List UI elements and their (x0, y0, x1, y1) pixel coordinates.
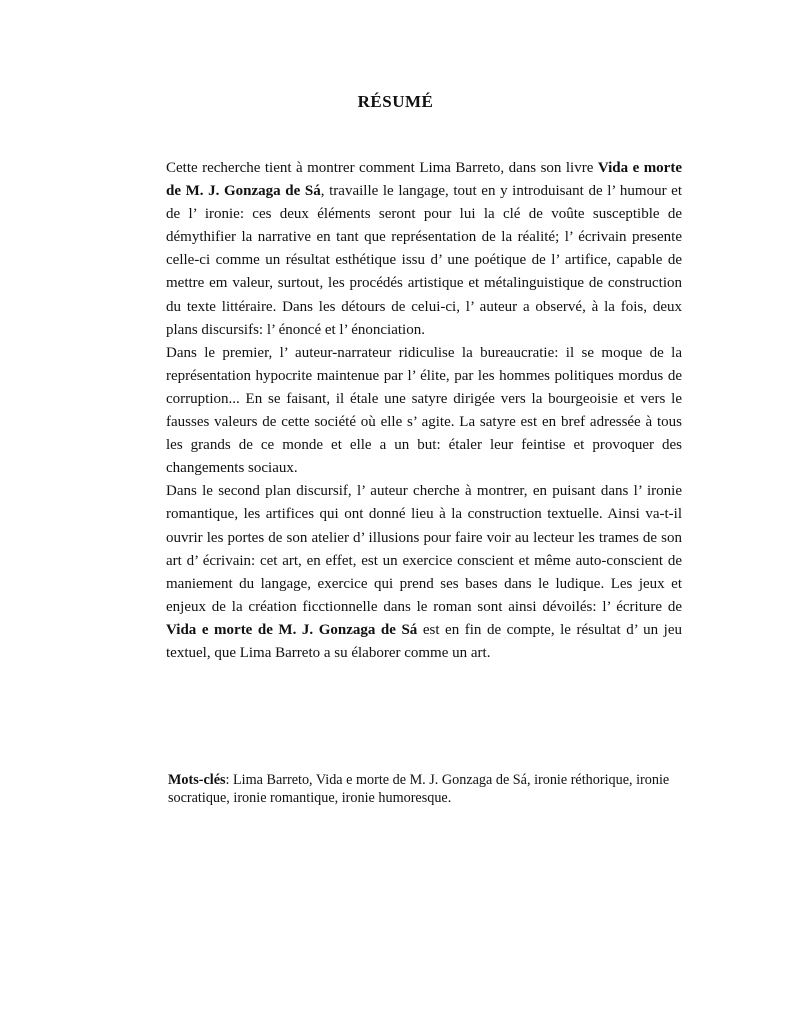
keywords (168, 771, 688, 807)
abstract-body (166, 157, 682, 665)
paragraph-1-text-b: , travaille le langage, tout en y introduisant de l’ humour et de l’ ironie: ces deux éléments seront pour lui la clé de voûte susceptible de démythifier la narrative en tant que représentation de la réalité; l’ écrivain presente celle-ci comme un résultat esthétique issu d’ une poétique de l’ artifice, capable de mettre em valeur, surtout, les procédés artistique et métalinguistique de construction du texte littéraire. Dans les détours de celui-ci, l’ auteur a observé, à la fois, deux plans discursifs: l’ énoncé et l’ énonciation. (166, 183, 683, 338)
paragraph-3 (166, 480, 682, 665)
paragraph-3-text-a: Dans le second plan discursif, l’ auteur cherche à montrer, en puisant dans l’ ironie romantique, les artifices qui ont donné lieu à la construction textuelle. Ainsi va-t-il ouvrir les portes de son atelier d’ illusions pour faire voir au lecteur les trames de son art d’ écrivain: cet art, en effet, est un exercice conscient et même auto-conscient de maniement du langage, exercice qui prend ses bases dans le ludique. Les jeux et enjeux de la création ficctionnelle dans le roman sont ainsi dévoilés: l’ écriture de (166, 483, 682, 615)
book-title: Vida e morte de M. J. Gonzaga de Sá (166, 160, 682, 200)
keywords-label: Mots-clés (168, 772, 226, 788)
page-title: RÉSUMÉ (357, 92, 434, 111)
book-title: Vida e morte de M. J. Gonzaga de Sá (166, 621, 418, 638)
keywords-text: : Lima Barreto, Vida e morte de M. J. Gonzaga de Sá, ironie réthorique, ironie socratique, ironie romantique, ironie humoresque. (168, 772, 670, 806)
paragraph-1-text-a: Cette recherche tient à montrer comment Lima Barreto, dans son livre (166, 160, 598, 176)
paragraph-1 (166, 157, 682, 342)
paragraph-2: Dans le premier, l’ auteur-narrateur ridiculise la bureaucratie: il se moque de la représentation hypocrite maintenue par l’ élite, par les hommes politiques mordus de corruption... En se faisant, il étale une satyre dirigée vers la bourgeoisie et vers le fausses valeurs de cette société où elle s’ agite. La satyre est en bref adressée à tous les grands de ce monde et elle a un but: étaler leur feintise et provoquer des changements sociaux. (166, 344, 682, 477)
paragraph-3-text-b: est en fin de compte, le résultat d’ un jeu textuel, que Lima Barreto a su élaborer comme un art. (166, 621, 682, 661)
